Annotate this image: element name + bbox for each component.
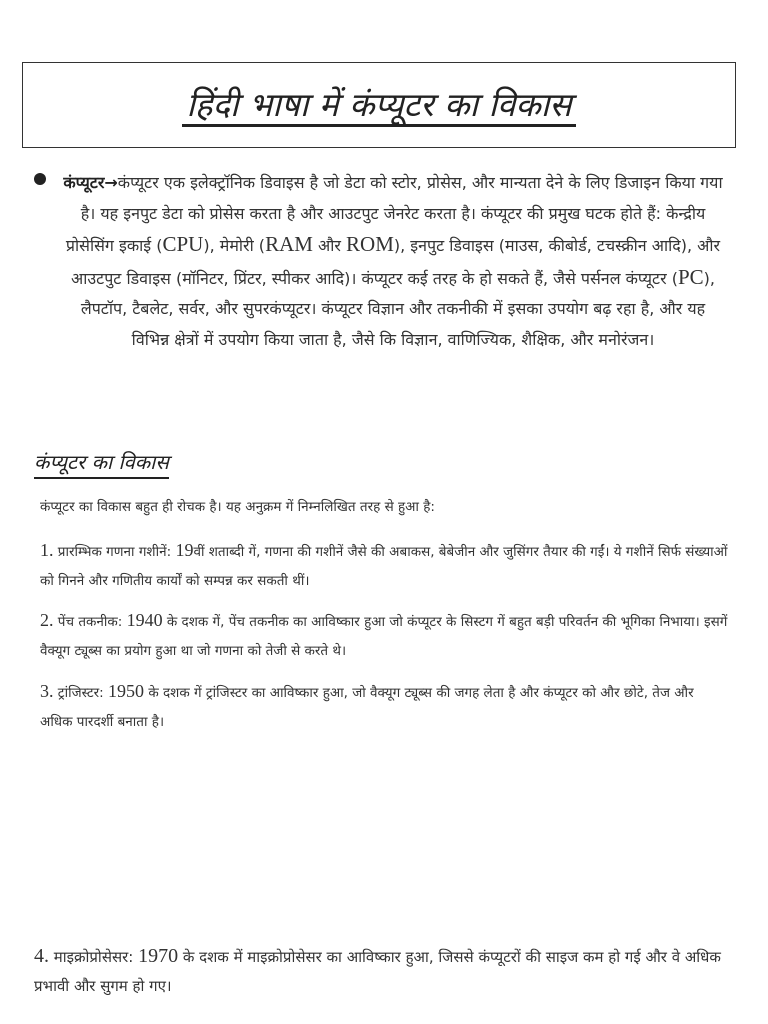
- para-text-a: कंप्यूटर एक इलेक्ट्रॉनिक डिवाइस है जो डेटा को स्टोर, प्रोसेस, और मान्यता देने के लिए डिजाइन किया गया है। यह इनपुट डेटा को प्रोसेस करता है और आउटपुट जेनरेट करता है। कंप्यूटर की प्रमुख घटक होते हैं: केन्द्रीय प्रोसेसिंग इकाई (: [65, 173, 723, 255]
- bullet-icon: [34, 173, 46, 185]
- rom-term: ROM: [346, 232, 394, 256]
- item-label: प्रारम्भिक गणना गशीनें:: [53, 544, 176, 560]
- item-label: पेंच तकनीक:: [53, 614, 127, 630]
- para-text-d: ), इनपुट डिवाइस (माउस, कीबोर्ड, टचस्क्रीन आदि), और आउटपुट डिवाइस (मॉनिटर, प्रिंटर, स्पीकर आदि)। कंप्यूटर कई तरह के हो सकते हैं, जैसे पर्सनल कंप्यूटर (: [71, 236, 721, 288]
- list-item: [40, 536, 730, 596]
- item-text: के दशक गें, पेंच तकनीक का आविष्कार हुआ जो कंप्यूटर के सिस्टग गें बहुत बड़ी परिवर्तन की भूगिका निभाया। इसगें वैक्यूग ट्यूब्स का प्रयोग हुआ था जो गणना को तेजी से करते थे।: [40, 614, 728, 659]
- arrow-icon: →: [104, 173, 118, 192]
- list-item: [40, 606, 730, 666]
- item-text: के दशक में माइक्रोप्रोसेसर का आविष्कार हुआ, जिससे कंप्यूटरों की साइज कम हो गई और वे अधिक प्रभावी और सुगम हो गए।: [34, 948, 721, 995]
- list-item: [40, 677, 730, 737]
- item-label: ट्रांजिस्टर:: [53, 685, 109, 701]
- item-year: 1970: [138, 945, 179, 967]
- ram-term: RAM: [265, 232, 313, 256]
- lead-term: कंप्यूटर: [63, 173, 105, 192]
- cpu-term: CPU: [162, 232, 204, 256]
- section-intro: कंप्यूटर का विकास बहुत ही रोचक है। यह अनुक्रम गें निम्नलिखित तरह से हुआ है:: [40, 499, 435, 515]
- item-year: 19: [175, 540, 194, 560]
- para-text-b: ), मेमोरी (: [203, 236, 266, 255]
- item-number: 3.: [40, 681, 54, 701]
- page-title-text: हिंदी भाषा में कंप्यूटर का विकास: [182, 85, 575, 127]
- item-label: माइक्रोप्रोसेसर:: [49, 948, 139, 966]
- item-text: वीं शताब्दी गें, गणना की गशीनें जैसे की अबाकस, बेबेजीन और जुसिंगर तैयार की गईं। ये गशीनें सिर्फ संख्याओं को गिनने और गणितीय कार्यों को सम्पन्न कर सकती थीं।: [40, 544, 728, 589]
- item-number: 2.: [40, 610, 54, 630]
- list-item: [34, 942, 734, 1001]
- title-box: [22, 62, 736, 148]
- page-title: [23, 83, 735, 127]
- definition-paragraph: [60, 168, 726, 355]
- item-year: 1950: [108, 681, 145, 701]
- para-text-c: और: [312, 236, 347, 255]
- item-number: 1.: [40, 540, 54, 560]
- pc-term: PC: [677, 264, 704, 289]
- para-text-e: ), लैपटॉप, टैबलेट, सर्वर, और सुपरकंप्यूटर। कंप्यूटर विज्ञान और तकनीकी में इसका उपयोग बढ़ रहा है, और यह विभिन्न क्षेत्रों में उपयोग किया जाता है, जैसे कि विज्ञान, वाणिज्यिक, शैक्षिक, और मनोरंजन।: [80, 268, 715, 349]
- item-text: के दशक गें ट्रांजिस्टर का आविष्कार हुआ, जो वैक्यूग ट्यूब्स की जगह लेता है और कंप्यूटर को और छोटे, तेज और अधिक पारदर्शी बनाता है।: [40, 685, 694, 730]
- section-heading: कंप्यूटर का विकास: [34, 448, 169, 479]
- item-number: 4.: [34, 945, 49, 967]
- item-year: 1940: [126, 610, 163, 630]
